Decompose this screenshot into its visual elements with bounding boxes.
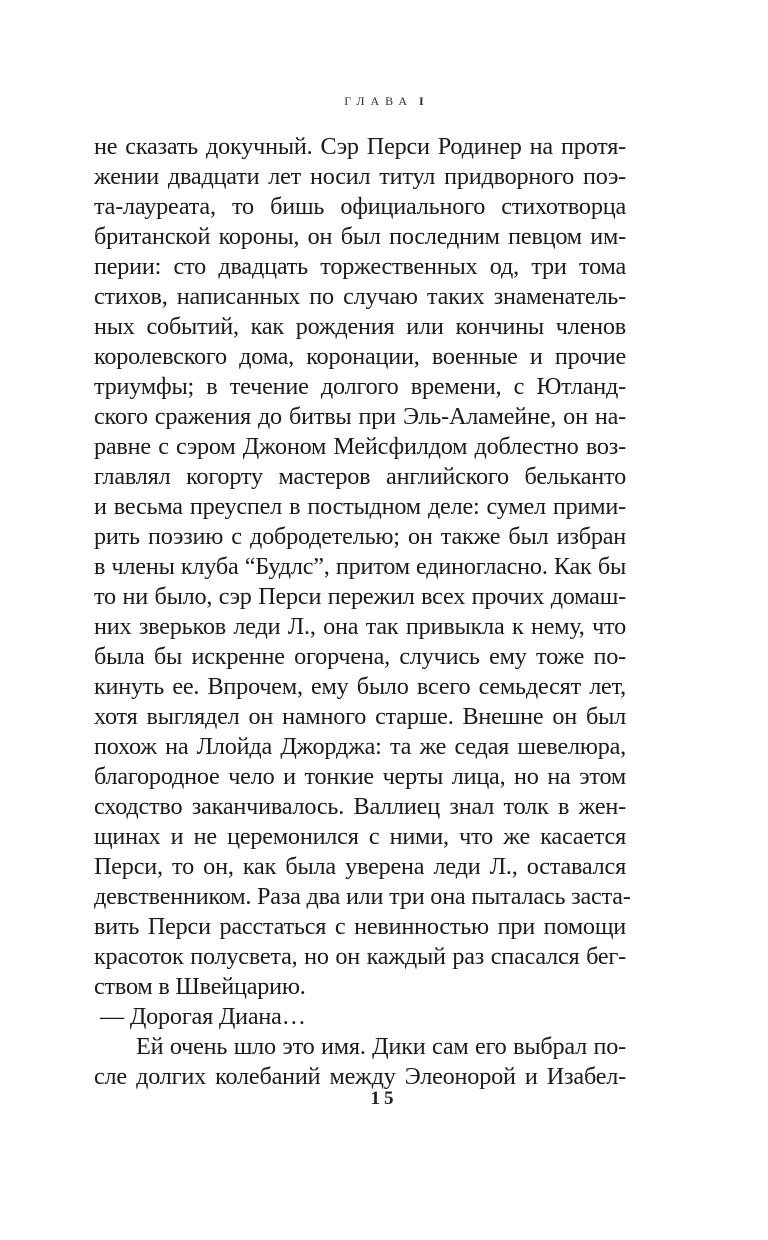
text-line: королевского дома, коронации, военные и прочие xyxy=(94,343,626,370)
text-line: кинуть ее. Впрочем, ему было всего семьдесят лет, xyxy=(94,673,626,700)
text-line: ского сражения до битвы при Эль-Аламейне, он на- xyxy=(94,403,626,430)
text-line: хотя выглядел он намного старше. Внешне он был xyxy=(94,703,626,730)
text-line: рить поэзию с добродетелью; он также был избран xyxy=(94,523,626,550)
text-line: красоток полусвета, но он каждый раз спасался бег- xyxy=(94,943,626,970)
text-line: та-лауреата, то бишь официального стихотворца xyxy=(94,193,626,220)
text-line: щинах и не церемонился с ними, что же касается xyxy=(94,823,626,850)
chapter-label: ГЛАВА xyxy=(344,94,414,108)
text-line: триумфы; в течение долгого времени, с Ютланд- xyxy=(94,373,626,400)
text-line: девственником. Раза два или три она пыталась заста- xyxy=(94,883,631,910)
text-line: Ей очень шло это имя. Дики сам его выбрал по- xyxy=(136,1033,626,1060)
text-line: и весьма преуспел в постыдном деле: сумел прими- xyxy=(94,493,626,520)
text-line: то ни было, сэр Перси пережил всех прочих домаш- xyxy=(94,583,626,610)
text-line: благородное чело и тонкие черты лица, но на этом xyxy=(94,763,626,790)
text-line: в члены клуба “Будлс”, притом единогласно. Как бы xyxy=(94,553,626,580)
page-number: 15 xyxy=(370,1088,398,1109)
text-line: ных событий, как рождения или кончины членов xyxy=(94,313,626,340)
text-line: равне с сэром Джоном Мейсфилдом доблестно воз- xyxy=(94,433,626,460)
text-line: главлял когорту мастеров английского бельканто xyxy=(94,463,626,490)
text-line: была бы искренне огорчена, случись ему тоже по- xyxy=(94,643,626,670)
text-line: вить Перси расстаться с невинностью при помощи xyxy=(94,913,626,940)
running-head xyxy=(0,94,768,109)
dialogue-line: — Дорогая Диана… xyxy=(100,1003,306,1030)
text-line: ством в Швейцарию. xyxy=(94,973,306,1000)
text-line: похож на Ллойда Джорджа: та же седая шевелюра, xyxy=(94,733,626,760)
text-line: стихов, написанных по случаю таких знаменатель- xyxy=(94,283,626,310)
body-text xyxy=(94,132,631,1092)
chapter-number: I xyxy=(419,94,424,108)
text-line: не сказать докучный. Сэр Перси Родинер на протя- xyxy=(94,133,626,160)
text-line: сходство заканчивалось. Валлиец знал толк в жен- xyxy=(94,793,626,820)
text-line: жении двадцати лет носил титул придворного поэ- xyxy=(94,163,626,190)
text-line: них зверьков леди Л., она так привыкла к нему, что xyxy=(94,613,626,640)
text-line: британской короны, он был последним певцом им- xyxy=(94,223,626,250)
text-line: сле долгих колебаний между Элеонорой и Изабел- xyxy=(94,1063,626,1090)
text-line: перии: сто двадцать торжественных од, три тома xyxy=(94,253,626,280)
text-line: Перси, то он, как была уверена леди Л., оставался xyxy=(94,853,626,880)
